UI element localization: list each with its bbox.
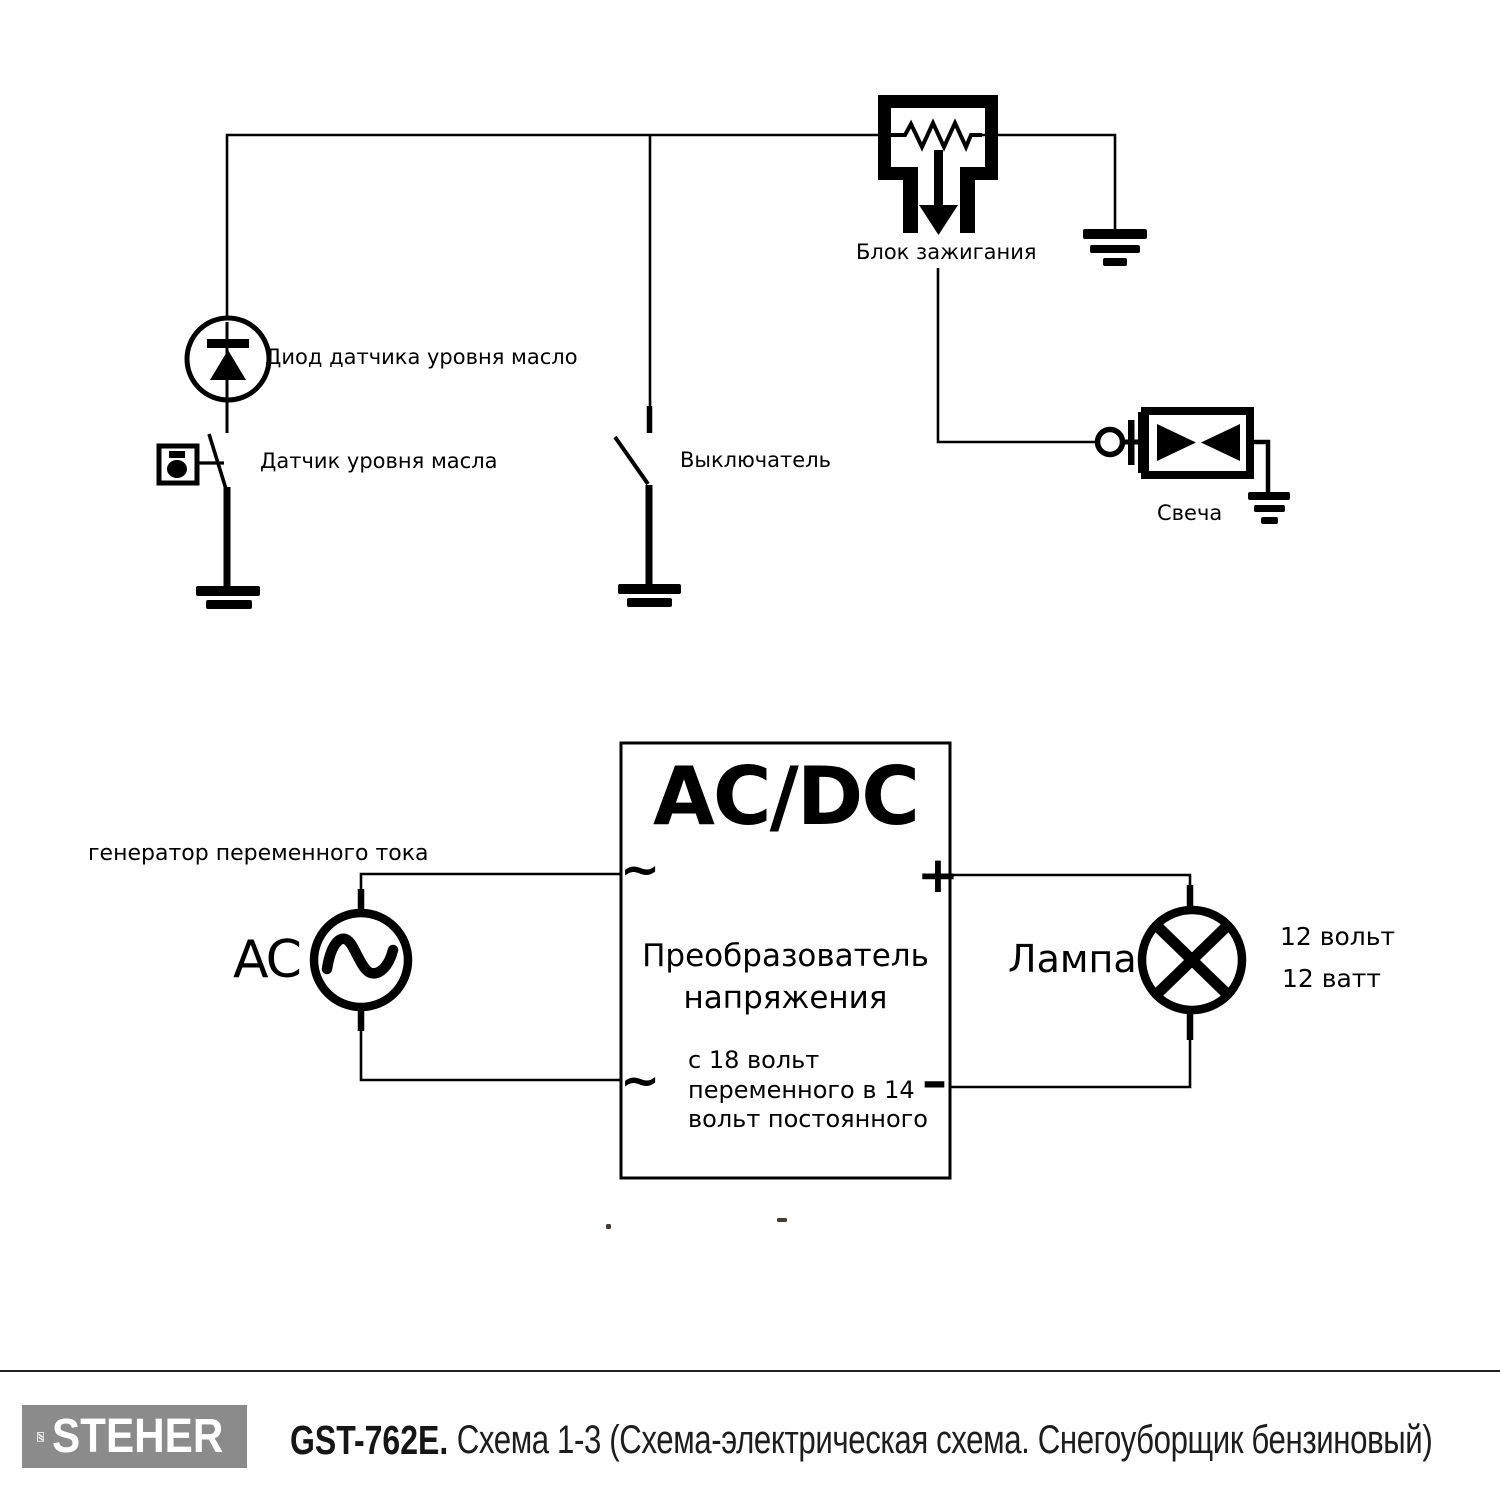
ac-source-symbol [314, 913, 408, 1007]
diode-label: Диод датчика уровня масло [265, 345, 578, 369]
ground-symbol-oil-sensor [196, 586, 260, 609]
footer-divider [0, 1370, 1500, 1372]
spark-plug-label: Свеча [1157, 501, 1223, 525]
artifact-dots [606, 1218, 787, 1229]
ground-symbol-switch [618, 584, 681, 607]
converter-name [621, 935, 950, 1019]
ignition-block-symbol [878, 95, 998, 235]
spark-plug-symbol [1098, 411, 1269, 493]
converter-note-line1: с 18 вольт [688, 1046, 820, 1074]
generator-label: генератор переменного тока [88, 841, 429, 866]
lamp-volts-label: 12 вольт [1280, 922, 1396, 951]
terminal-ac-bottom: ~ [620, 1053, 661, 1109]
wires-top-circuit [227, 135, 1115, 442]
terminal-minus: – [922, 1052, 947, 1110]
ground-symbol-top-right [1083, 229, 1147, 266]
oil-sensor-symbol [159, 434, 227, 588]
brand-logo [22, 1405, 247, 1468]
brand-name: STEHER [52, 1409, 224, 1463]
diode-symbol [187, 318, 269, 433]
converter-name-line1: Преобразователь [642, 938, 929, 974]
footer-model: GST-762E. [290, 1416, 449, 1463]
converter-note [688, 1046, 928, 1135]
oil-sensor-label: Датчик уровня масла [260, 449, 498, 473]
resistor-symbol [880, 123, 982, 147]
converter-note-line3: вольт постоянного [688, 1105, 928, 1133]
lamp-watts-label: 12 ватт [1282, 964, 1381, 993]
footer-caption [290, 1410, 1432, 1470]
switch-symbol [615, 406, 650, 585]
footer-description: Схема 1-3 (Схема-электрическая схема. Снегоуборщик бензиновый) [456, 1417, 1433, 1462]
terminal-ac-top: ~ [620, 842, 661, 898]
brand-logo-icon [37, 1412, 44, 1462]
converter-note-line2: переменного в 14 [688, 1075, 915, 1104]
switch-label: Выключатель [680, 448, 831, 472]
lamp-symbol [1142, 910, 1242, 1010]
ignition-block-label: Блок зажигания [856, 240, 1037, 264]
lamp-label: Лампа [1008, 937, 1137, 981]
converter-title: AC/DC [653, 750, 918, 843]
ac-source-label: AC [233, 930, 300, 990]
terminal-plus: + [917, 846, 959, 904]
ground-symbol-spark-plug [1248, 492, 1290, 524]
converter-name-line2: напряжения [683, 980, 888, 1016]
